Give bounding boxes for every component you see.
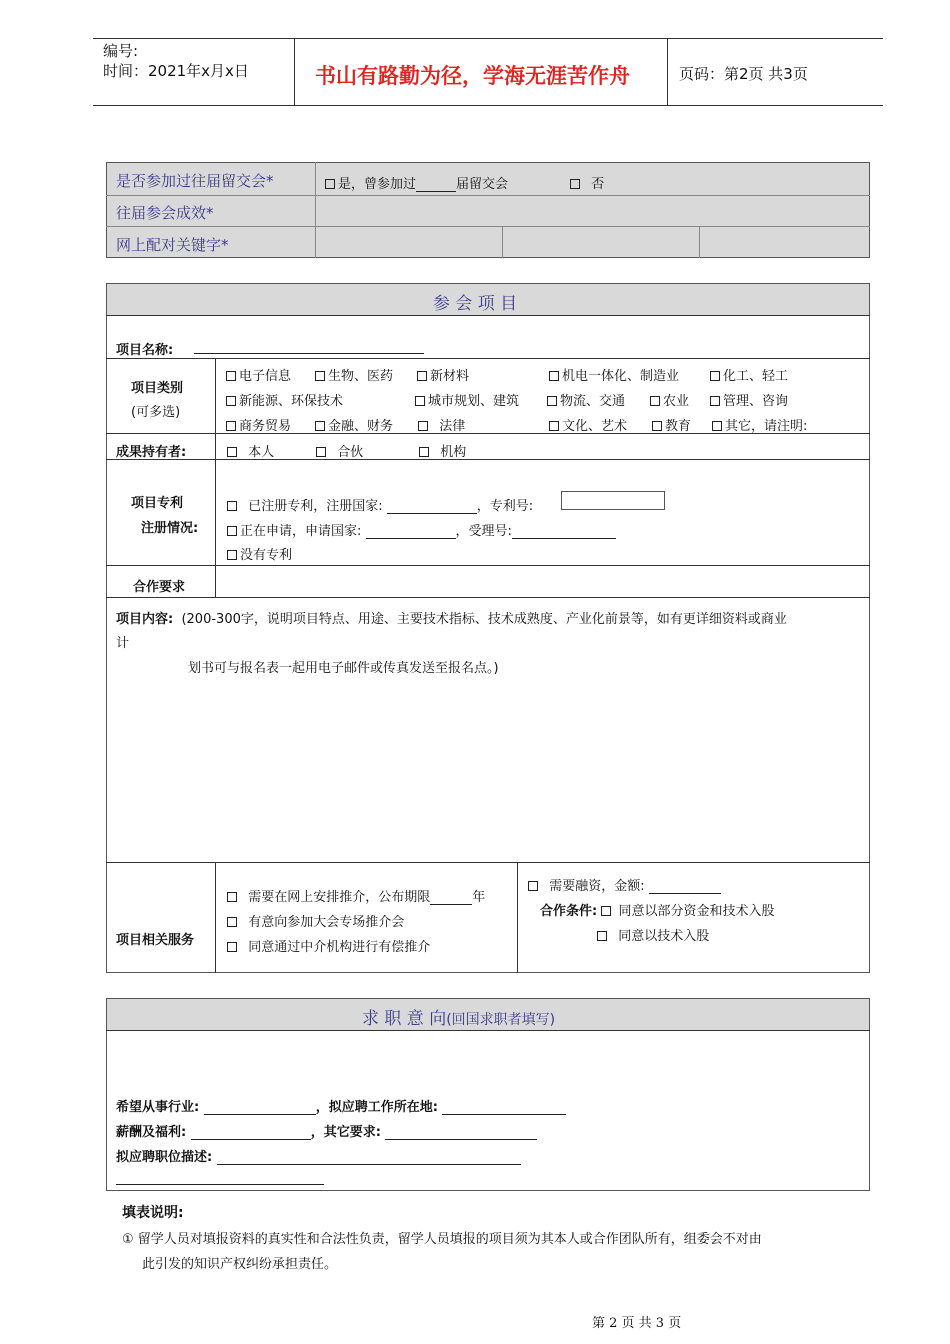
col-divider	[699, 226, 700, 258]
project-table	[106, 283, 870, 973]
checkbox-icon[interactable]	[710, 396, 720, 406]
prior-yes-option[interactable]: 是，曾参加过 届留交会	[325, 173, 508, 192]
header-divider	[667, 38, 668, 105]
row-divider	[106, 597, 870, 598]
checkbox-icon[interactable]	[227, 892, 237, 902]
keywords-label: 网上配对关键字*	[116, 236, 229, 254]
checkbox-icon[interactable]	[418, 421, 428, 431]
category-note: (可多选)	[131, 405, 181, 420]
header-top-line	[93, 38, 883, 39]
content-note: 项目内容: (200-300字，说明项目特点、用途、主要技术指标、技术成熟度、产业化前景等，如有更详细资料或商业	[116, 612, 787, 627]
row-divider	[106, 459, 870, 460]
checkbox-icon[interactable]	[549, 421, 559, 431]
project-name-input[interactable]	[194, 353, 424, 354]
owner-self[interactable]: 本人	[227, 441, 274, 460]
row-divider	[106, 195, 870, 196]
checkbox-icon[interactable]	[227, 526, 237, 536]
category-logistics[interactable]: 物流、交通	[547, 390, 625, 409]
page-info: 页码：第2页 共3页	[679, 65, 808, 83]
category-finance[interactable]: 金融、财务	[315, 415, 393, 434]
prior-results-label: 往届参会成效*	[116, 204, 214, 222]
category-education[interactable]: 教育	[652, 415, 691, 434]
position-input-extra[interactable]	[116, 1184, 324, 1185]
header-bottom-line	[93, 105, 883, 106]
checkbox-icon[interactable]	[315, 421, 325, 431]
number-label: 编号:	[103, 42, 139, 60]
salary-row[interactable]: 薪酬及福利: ，其它要求:	[116, 1121, 537, 1140]
checkbox-icon[interactable]	[316, 447, 326, 457]
checkbox-icon[interactable]	[226, 396, 236, 406]
col-divider	[517, 862, 518, 973]
checkbox-icon[interactable]	[712, 421, 722, 431]
col-divider	[502, 226, 503, 258]
category-agriculture[interactable]: 农业	[650, 390, 689, 409]
header-divider	[294, 38, 295, 105]
prior-participation-label: 是否参加过往届留交会*	[116, 172, 274, 190]
patent-number-input[interactable]	[561, 491, 665, 510]
patent-label-2: 注册情况:	[141, 521, 199, 536]
checkbox-icon[interactable]	[226, 371, 236, 381]
time-label: 时间：2021年x月x日	[103, 62, 249, 80]
checkbox-icon[interactable]	[227, 550, 237, 560]
owner-institution[interactable]: 机构	[419, 441, 466, 460]
content-note-line2: 计	[116, 636, 130, 651]
checkbox-icon[interactable]	[227, 447, 237, 457]
content-input-area[interactable]	[116, 680, 860, 856]
row-divider	[106, 226, 870, 227]
category-trade[interactable]: 商务贸易	[226, 415, 291, 434]
checkbox-icon[interactable]	[417, 371, 427, 381]
service-session[interactable]: 有意向参加大会专场推介会	[227, 911, 404, 930]
owner-partner[interactable]: 合伙	[316, 441, 363, 460]
project-name-label: 项目名称:	[116, 343, 174, 358]
checkbox-icon[interactable]	[226, 421, 236, 431]
funding-option[interactable]: 需要融资，金额:	[528, 875, 721, 894]
checkbox-icon[interactable]	[227, 501, 237, 511]
checkbox-icon[interactable]	[227, 917, 237, 927]
category-urban[interactable]: 城市规划、建筑	[415, 390, 519, 409]
content-note-line3: 划书可与报名表一起用电子邮件或传真发送至报名点。)	[188, 661, 499, 676]
category-label: 项目类别	[131, 381, 184, 396]
checkbox-icon[interactable]	[227, 942, 237, 952]
row-divider	[106, 1030, 870, 1031]
checkbox-icon[interactable]	[570, 179, 580, 189]
row-divider	[106, 433, 870, 434]
owner-label: 成果持有者:	[116, 445, 187, 460]
col-divider	[215, 358, 216, 597]
row-divider	[106, 565, 870, 566]
category-law[interactable]: 法律	[418, 415, 465, 434]
category-mechatronics[interactable]: 机电一体化、制造业	[549, 365, 679, 384]
checkbox-icon[interactable]	[547, 396, 557, 406]
coop-requirements-label: 合作要求	[133, 580, 186, 595]
category-management[interactable]: 管理、咨询	[710, 390, 788, 409]
services-label: 项目相关服务	[116, 933, 195, 948]
service-online[interactable]: 需要在网上安排推介，公布期限 年	[227, 886, 485, 905]
category-biomed[interactable]: 生物、医药	[315, 365, 393, 384]
coop-condition-row1[interactable]: 合作条件: 同意以部分资金和技术入股	[540, 904, 775, 919]
notes-title: 填表说明:	[122, 1205, 184, 1221]
patent-label: 项目专利	[131, 496, 184, 511]
prior-no-option[interactable]: 否	[570, 173, 604, 192]
col-divider	[215, 862, 216, 973]
row-divider	[106, 862, 870, 863]
patent-none-option[interactable]: 没有专利	[227, 544, 292, 563]
checkbox-icon[interactable]	[652, 421, 662, 431]
notes-item-1-cont: 此引发的知识产权纠纷承担责任。	[142, 1257, 338, 1272]
category-chemical[interactable]: 化工、轻工	[710, 365, 788, 384]
notes-item-1: ① 留学人员对填报资料的真实性和合法性负责，留学人员填报的项目须为其本人或合作团队所有，组委会不对由	[122, 1232, 762, 1247]
checkbox-icon[interactable]	[710, 371, 720, 381]
checkbox-icon[interactable]	[415, 396, 425, 406]
checkbox-icon[interactable]	[549, 371, 559, 381]
industry-row[interactable]: 希望从事行业: ，拟应聘工作所在地:	[116, 1096, 566, 1115]
checkbox-icon[interactable]	[601, 906, 611, 916]
patent-applying-option[interactable]: 正在申请，申请国家: ，受理号:	[227, 520, 616, 539]
col-divider	[315, 162, 316, 258]
category-electronics[interactable]: 电子信息	[226, 365, 291, 384]
checkbox-icon[interactable]	[315, 371, 325, 381]
patent-registered-option[interactable]: 已注册专利，注册国家: ，专利号:	[227, 495, 533, 514]
job-section-title: 求 职 意 向(回国求职者填写)	[362, 1009, 556, 1029]
row-divider	[106, 315, 870, 316]
category-materials[interactable]: 新材料	[417, 365, 469, 384]
checkbox-icon[interactable]	[597, 931, 607, 941]
category-culture[interactable]: 文化、艺术	[549, 415, 627, 434]
category-other[interactable]: 其它，请注明:	[712, 415, 807, 434]
row-divider	[106, 358, 870, 359]
checkbox-icon[interactable]	[528, 881, 538, 891]
checkbox-icon[interactable]	[650, 396, 660, 406]
service-agency[interactable]: 同意通过中介机构进行有偿推介	[227, 936, 430, 955]
header-motto: 书山有路勤为径，学海无涯苦作舟	[315, 64, 630, 88]
category-energy[interactable]: 新能源、环保技术	[226, 390, 343, 409]
project-section-title: 参 会 项 目	[432, 294, 518, 314]
footer-page-number: 第 2 页 共 3 页	[592, 1316, 682, 1331]
position-row[interactable]: 拟应聘职位描述:	[116, 1146, 521, 1165]
checkbox-icon[interactable]	[325, 179, 335, 189]
coop-condition-row2[interactable]: 同意以技术入股	[597, 925, 709, 944]
checkbox-icon[interactable]	[419, 447, 429, 457]
